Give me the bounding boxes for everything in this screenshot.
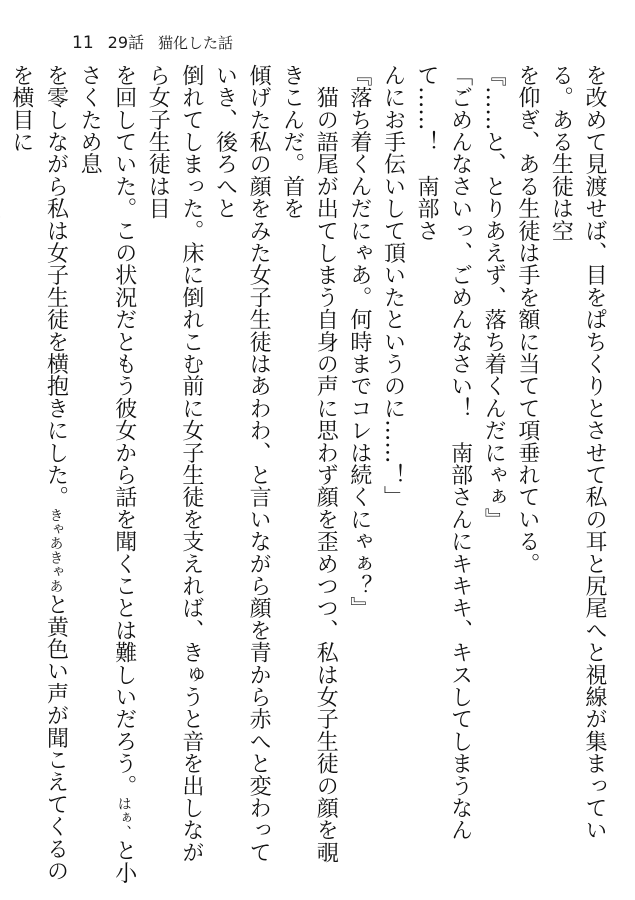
line-text: 「ごめんなさいっ、ごめんなさい！ 南部さんにキキキ、キスしてしまうなんて……！ 南部さ [414, 64, 473, 841]
line-text: と小さくため息 [77, 64, 137, 884]
line-text: 猫の語尾が出てしまう自身の声に思わず顔を歪めつつ、私は女子生徒の顔を覗きこんだ。首を [279, 64, 339, 864]
text-line [544, 64, 611, 884]
dialogue-line [376, 64, 410, 884]
chapter-label: 29話 [107, 33, 145, 52]
running-header [72, 30, 233, 52]
line-text: を改めて見渡せば、目をぱちくりとさせて私の耳と尻尾へと視線が集まっている。ある生徒は空 [548, 64, 607, 842]
line-text: 倒れてしまった。床に倒れこむ前に女子生徒を支えれば、きゅうと音を出しながら女子生徒は目 [145, 64, 204, 864]
text-line [0, 64, 4, 884]
text-line [208, 64, 275, 884]
line-text: んにお手伝いして頂いたというのに……！」 [380, 64, 406, 508]
dialogue-line [409, 64, 476, 884]
chapter-title: 猫化した話 [158, 34, 234, 52]
dialogue-line [477, 64, 511, 884]
line-text: 傾げた私の顔をみた女子生徒はあわわ、と言いながら顔を青から赤へと変わっていき、後ろへと [212, 64, 272, 864]
line-text: を仰ぎ、ある生徒は手を額に当てて項垂れている。 [514, 64, 540, 575]
dialogue-line [342, 64, 376, 884]
line-text: と黄色い声が聞こえてくるのを横目に [8, 64, 69, 882]
text-line [510, 64, 544, 884]
text-line [275, 64, 342, 884]
text-line [4, 64, 72, 884]
vertical-body-text [0, 64, 611, 884]
line-text: を零しながら私は女子生徒を横抱きにした。 [43, 64, 69, 508]
text-line [73, 64, 141, 884]
small-sound-text: きゃあきゃあ [47, 508, 64, 594]
small-sound-text: はぁ、 [115, 796, 132, 840]
line-text: を回していた。この状況だともう彼女から話を聞くことは難しいだろう。 [111, 64, 137, 797]
line-text: 『落ち着くんだにゃあ。何時までコレは続くにゃぁ？』 [346, 64, 372, 619]
page-number: 11 [72, 33, 94, 53]
text-line [141, 64, 208, 884]
line-text: 『……と、とりあえず、落ち着くんだにゃぁ』 [481, 64, 507, 531]
